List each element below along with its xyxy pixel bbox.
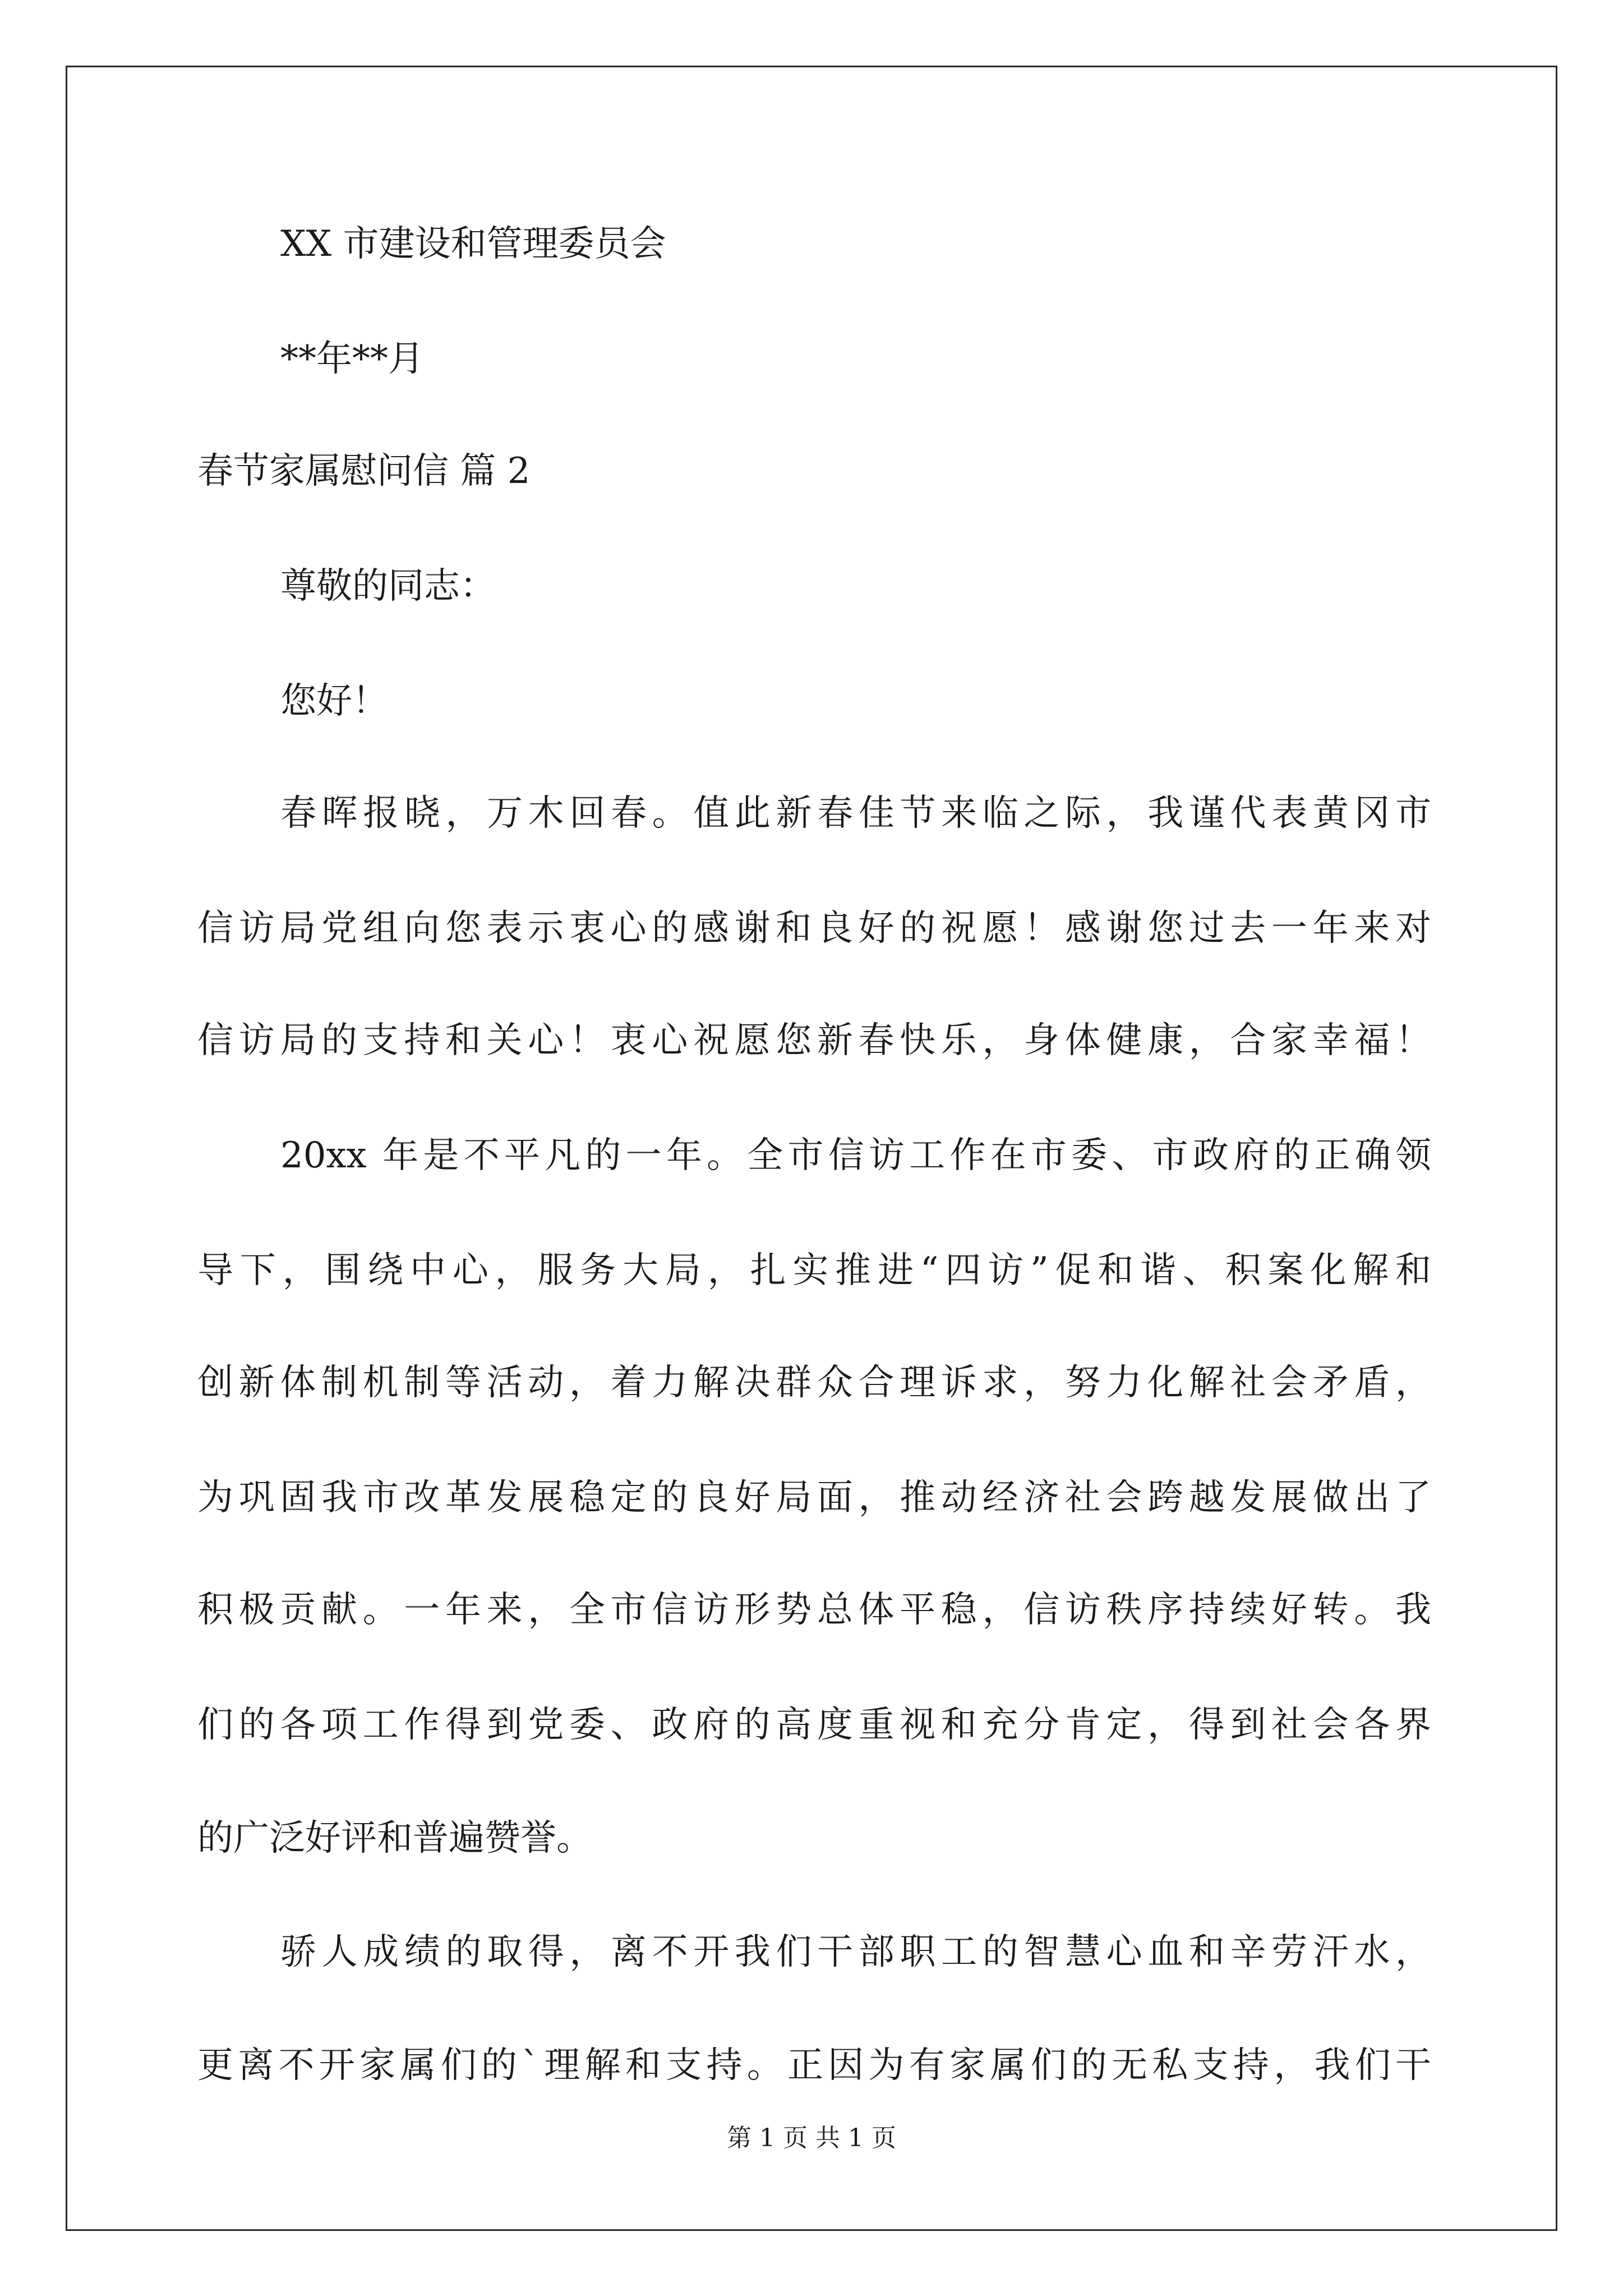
- paragraph-1-line-1: 春晖报晓，万木回春。值此新春佳节来临之际，我谨代表黄冈市: [280, 793, 1431, 834]
- signature-date: **年**月: [280, 338, 424, 380]
- page-footer: 第 1 页 共 1 页: [727, 2124, 896, 2152]
- paragraph-2-line-3: 创新体制机制等活动，着力解决群众合理诉求，努力化解社会矛盾，: [197, 1362, 1431, 1404]
- section-title: 春节家属慰问信 篇 2: [197, 450, 531, 492]
- paragraph-2-line-7: 的广泛好评和普遍赞誉。: [197, 1818, 592, 1859]
- paragraph-2-line-6: 们的各项工作得到党委、政府的高度重视和充分肯定，得到社会各界: [197, 1704, 1431, 1746]
- paragraph-2-line-1: 20xx 年是不平凡的一年。全市信访工作在市委、市政府的正确领: [280, 1135, 1431, 1176]
- paragraph-2-line-5: 积极贡献。一年来，全市信访形势总体平稳，信访秩序持续好转。我: [197, 1589, 1431, 1631]
- paragraph-1-line-3: 信访局的支持和关心！衷心祝愿您新春快乐，身体健康，合家幸福！: [197, 1020, 1431, 1061]
- greeting: 您好！: [280, 680, 388, 722]
- paragraph-3-line-2: 更离不开家属们的`理解和支持。正因为有家属们的无私支持，我们干: [197, 2045, 1431, 2086]
- paragraph-2-line-2: 导下，围绕中心，服务大局，扎实推进“四访”促和谐、积案化解和: [197, 1250, 1431, 1291]
- paragraph-1-line-2: 信访局党组向您表示衷心的感谢和良好的祝愿！感谢您过去一年来对: [197, 908, 1431, 949]
- paragraph-2-line-4: 为巩固我市改革发展稳定的良好局面，推动经济社会跨越发展做出了: [197, 1477, 1431, 1519]
- signature-organization: XX 市建设和管理委员会: [280, 223, 666, 265]
- paragraph-3-line-1: 骄人成绩的取得，离不开我们干部职工的智慧心血和辛劳汗水，: [280, 1931, 1431, 1973]
- salutation: 尊敬的同志：: [280, 565, 496, 607]
